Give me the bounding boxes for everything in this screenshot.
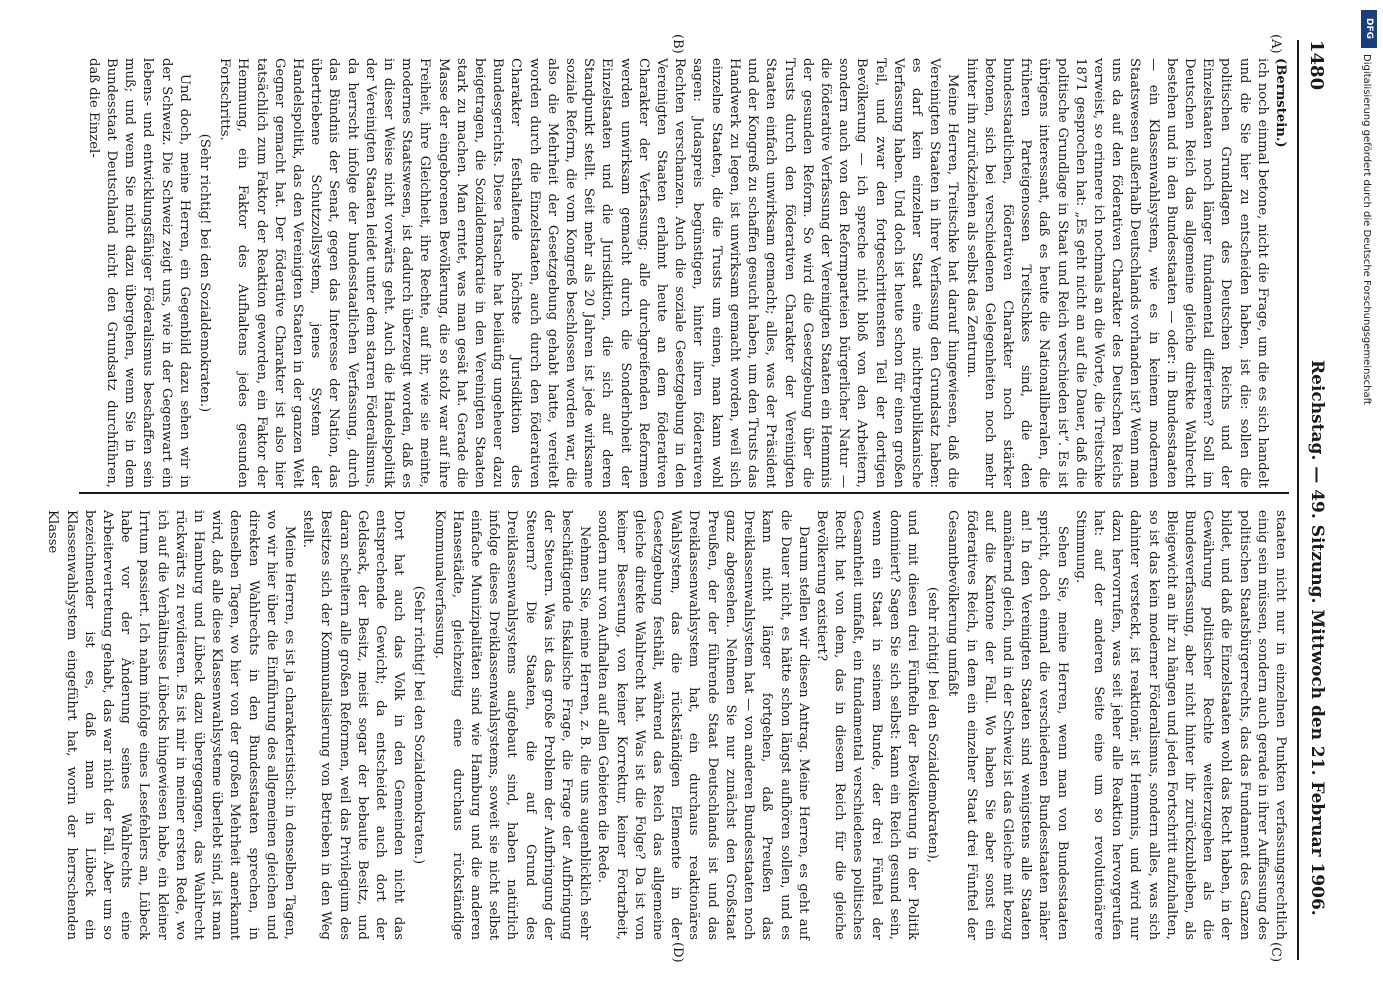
paragraph: Darum stellen wir diesen Antrag. Meine Herren, es geht auf die Dauer nicht, es hätte schon längst aufhören sollen, und es kann nicht länger fortgehen, daß Preußen das Dreiklassenwahlsystem hat — von anderen Bundesstaaten noch ganz abgesehen. Nehmen Sie nur zunächst den Großstaat Preußen, der der führende Staat Deutschlands ist und das Dreiklassenwahlsystem hat, ein durchaus reaktionäres Wahlsystem, das die rückständigen Elemente in der Gesetzgebung festhält, während das Reich das allgemeine gleiche direkte Wahlrecht hat. Was ist die Folge? Da ist von keiner Besserung, von keiner Korrektur, keiner Fortarbeit, sondern nur von Aufhalten auf allen Gebieten die Rede.: [595, 510, 811, 940]
rotated-page: [35, 30, 1335, 970]
paragraph: Nehmen Sie, meine Herren, z. B. die uns augenblicklich sehr beschäftigende fiskalische Frage, die Frage der Aufbringung der Steuern. Was ist das große Problem der Aufbringung der Steuern? Die Staaten, die auf Grund des Dreiklassenwahlsystems aufgebaut sind, haben natürlich infolge dieses Dreiklassenwahlsystems, soweit sie nicht selbst einfache Munizipalitäten sind wie Hamburg und die anderen Hansestädte, gleichzeitig eine durchaus rückständige Kommunalverfassung.: [431, 510, 593, 940]
margin-marker-b: (B): [670, 34, 685, 54]
page-header: [1297, 40, 1335, 960]
page-number: 1480: [1306, 40, 1327, 91]
paragraph: Meine Herren, Treitschke hat darauf hingewiesen, daß die Vereinigten Staaten in ihrer Verfassung den Grundsatz haben: es darf kein einzelner Staat eine nichtrepublikanische Verfassung haben. Und doch ist heute schon für einen großen Teil, und zwar den fortgeschrittensten Teil der dortigen Bevölkerung — ich spreche nicht bloß von den Arbeitern, sondern auch von den Reformparteien bürgerlicher Natur — die föderative Verfassung der Vereinigten Staaten ein Hemmnis der gesunden Reform. So wird die Gesetzgebung über die Trusts durch den föderativen Charakter der Vereinigten Staaten einfach unwirksam gemacht; alles, was der Präsident und der Kongreß zu schaffen gesucht haben, um den Trusts das Handwerk zu legen, ist unwirksam gemacht worden, weil sich einzelne Staaten, die die Trusts um einen, man kann wohl sagen: Judaspreis begünstigen, hinter ihren föderativen Rechten verschanzen. Auch die soziale Gesetzgebung in den Vereinigten Staaten erlahmt heute an dem föderativen Charakter der Verfassung; alle durchgreifenden Reformen werden unwirksam gemacht durch die Sonderhoheit der Einzelstaaten und die Jurisdiktion, die sich auf deren Standpunkt stellt. Seit mehr als 20 Jahren ist jede wirksame soziale Reform, die vom Kongreß beschlossen worden war, die also die Mehrheit der Gesetzgebung gehabt hatte, vereitelt worden durch die Einzelstaaten, auch durch den föderativen Charakter festhaltende höchste Jurisdiktion des Bundesgerichts. Diese Tatsache hat beiläufig ungeheuer dazu beigetragen, die Sozialdemokratie in den Vereinigten Staaten stark zu machen. Man erntet, was man gesät hat. Gerade die Masse der eingeborenen Bevölkerung, die so stolz war auf ihre Freiheit, ihre Gleichheit, ihre Rechte, auf ihr, wie sie meinte, modernes Staatswesen, ist dadurch überzeugt worden, daß es in dieser Weise nicht vorwärts geht. Auch die Handelspolitik der Vereinigten Staaten leidet unter dem starren Föderalismus, da herrscht infolge der bundesstaatlichen Verfassung, durch das Bündnis der Senat, gegen das Interesse der Nation, das übertriebene Schutzzollsystem, jenes System der Handelspolitik, das den Vereinigten Staaten in der ganzen Welt Gegner gemacht hat. Der föderative Charakter ist also hier tatsächlich zum Faktor der Reaktion geworden, ein Faktor der Hemmung, ein Faktor des Aufhaltens jedes gesunden Fortschritts.: [217, 58, 961, 488]
interjection: (Sehr richtig! bei den Sozialdemokraten.): [411, 585, 427, 865]
paragraph: Dort hat auch das Volk in den Gemeinden nicht das entsprechende Gewicht; da entscheidet auch dort der Geldsack, der Besitz, meist sogar der bebaute Besitz, und daran scheitern alle großen Reformen, weil das Privilegium des Besitzes sich der Kommunalisierung von Betrieben in den Weg stellt.: [300, 510, 407, 940]
paragraph: Und doch, meine Herren, ein Gegenbild dazu sehen wir in der Schweiz. Die Schweiz zeigt uns, wie in der Gegenwart ein lebens- und entwicklungsfähiger Föderalismus beschaffen sein muß; und wenn Sie nicht dazu übergehen, wenn Sie in dem Bundesstaat Deutschland nicht den Grundsatz durchführen, daß die Einzel-: [85, 58, 192, 488]
paragraph: ich noch einmal betone, nicht die Frage, um die es sich handelt und die Sie hier zu entscheiden haben, ist die: sollen die politischen Grundlagen des Deutschen Reichs und der Einzelstaaten noch länger fundamental differieren? Soll im Deutschen Reich das allgemeine gleiche direkte Wahlrecht bestehen und in den Bundesstaaten — oder: in Bundesstaaten — ein Klassenwahlsystem, wie es in keinem modernen Staatswesen außerhalb Deutschlands vorhanden ist? Wenn man uns da auf den föderativen Charakter des Deutschen Reichs verweist, so erinnere ich nochmals an die Worte, die Treitschke 1871 gesprochen hat: „Es geht nicht an auf die Dauer, daß die politische Grundlage in Staat und Reich verschieden ist“. Es ist übrigens interessant, daß es heute die Nationalliberalen, die früheren Parteigenossen Treitschkes sind, die den bundesstaatlichen, föderativen Charakter noch stärker betonen, sich bei verschiedenen Gelegenheiten noch mehr hinter ihn zurückziehen als selbst das Zentrum.: [963, 58, 1270, 488]
paragraph: staaten nicht nur in einzelnen Punkten verfassungsrechtlich einig sein müssen, sondern auch gerade in ihrer Auffassung des politischen Staatsbürgerrechts, das das Fundament des Ganzen bildet, und daß die Einzelstaaten wohl das Recht haben, in der Gewährung politischer Rechte weiterzugehen als die Bundesverfassung, aber nicht hinter ihr zurückzubleiben, als Bleigewicht an ihr zu hängen und jeden Fortschritt aufzuhalten, so ist das kein moderner Föderalismus, sondern alles, was sich dahinter versteckt, ist reaktionär, ist Hemmnis, und wird nur dazu hervorrufen, was seit jeher alle Reaktion hervorgerufen hat: auf der anderen Seite eine um so revolutionärere Stimmung.: [1072, 510, 1288, 940]
speaker-name: (Bernstein.): [1273, 58, 1288, 148]
paragraph: Sehen Sie, meine Herren, wenn man von Bundesstaaten spricht, doch einmal die verschiedenen Bundesstaaten näher an! In den Vereinigten Staaten sind wenigstens alle Staaten annähernd gleich, und in der Schweiz ist das Gleiche mit bezug auf die Kantone der Fall. Wo haben Sie aber sonst ein föderatives Reich, in dem ein einzelner Staat drei Fünftel der Gesamtbevölkerung umfaßt: [945, 510, 1070, 940]
interjection: (sehr richtig! bei den Sozialdemokraten),: [925, 586, 941, 864]
margin-marker-a: (A): [1268, 34, 1283, 54]
right-column: [45, 510, 1289, 940]
left-column: [79, 58, 1289, 488]
dfg-logo: DFG: [1361, 10, 1377, 48]
interjection: (Sehr richtig! bei den Sozialdemokraten.): [197, 133, 213, 413]
margin-marker-d: (D): [670, 942, 685, 963]
page-title: Reichstag. — 49. Sitzung. Mittwoch den 21. Februar 1906.: [1307, 360, 1327, 916]
paragraph: Meine Herren, es ist ja charakteristisch: in denselben Tagen, wo wir hier über die Einführung des allgemeinen gleichen und direkten Wahlrechts in den Bundesstaaten sprechen, in denselben Tagen, wo hier von der großen Mehrheit anerkannt wird, daß alle diese Klassenwahlsysteme überlebt sind, ist man in Hamburg und Lübeck dazu übergegangen, das Wahlrecht rückwärts zu revidieren. Es ist mir in meiner ersten Rede, wo ich auf die Verhältnisse Lübecks hingewiesen habe, ein kleiner Irrtum passiert. Ich nahm infolge eines Lesefehlers an, Lübeck habe vor der Änderung seines Wahlrechts eine Arbeitervertretung gehabt, das war nicht der Fall. Aber um so bezeichnender ist es, daß man in Lübeck ein Klassenwahlsystem eingeführt hat, worin der herrschenden Klasse: [45, 510, 298, 940]
column-divider: [79, 492, 1289, 494]
credit-text: Digitalisierung gefördert durch die Deutsche Forschungsgemeinschaft: [1361, 54, 1372, 405]
digitization-credit: [1361, 10, 1377, 990]
margin-marker-c: (C): [1268, 942, 1283, 963]
paragraph: und mit diesen drei Fünfteln der Bevölkerung in der Politik dominiert? Sagen Sie sich selbst: kann ein Reich gesund sein, wenn ein Staat in seinem Bunde, der drei Fünftel der Gesamtheit umfaßt, ein fundamental verschiedenes politisches Recht hat von dem, das in diesem Reich für die gleiche Bevölkerung existiert?: [813, 510, 920, 940]
